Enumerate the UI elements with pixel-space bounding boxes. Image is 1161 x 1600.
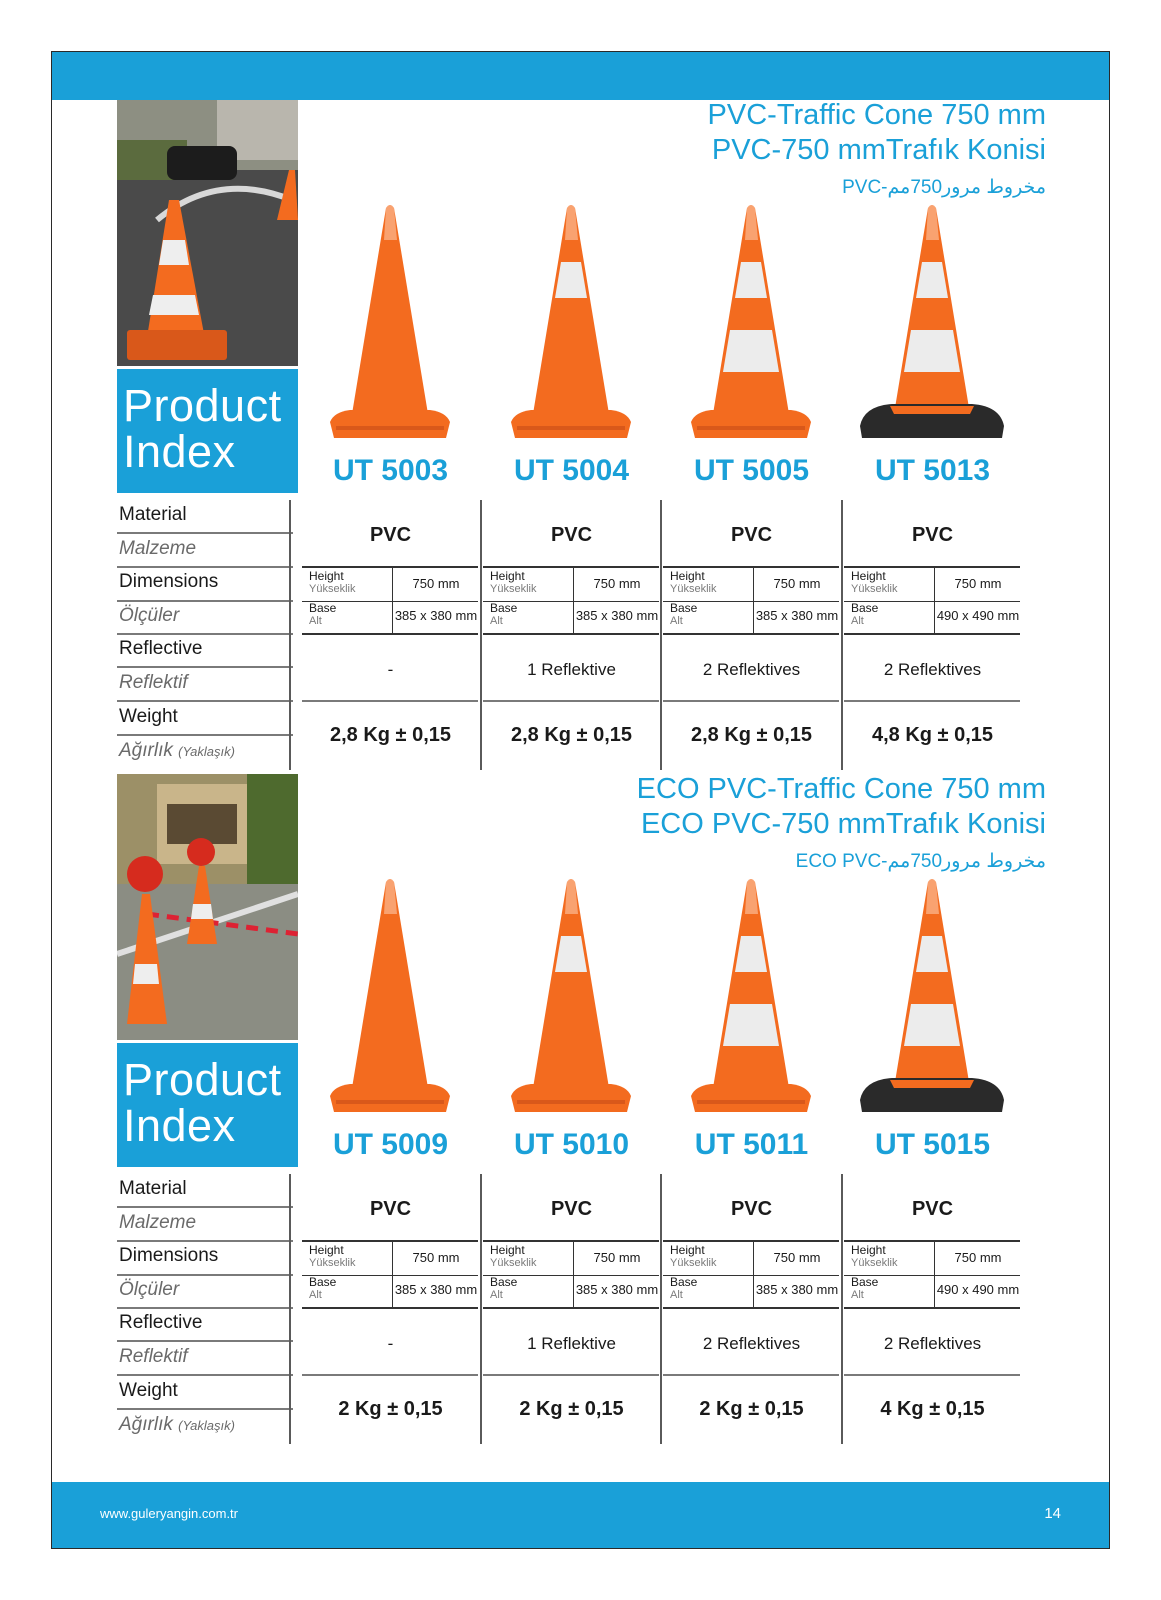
base-row (483, 600, 659, 635)
reflective-stripe (904, 330, 960, 372)
height-row (844, 566, 1020, 602)
scene-photo (117, 774, 298, 1040)
product-code: UT 5011 (694, 1128, 809, 1161)
base-label-en: Base (309, 1275, 337, 1289)
footer-website[interactable]: www.guleryangin.com.tr (100, 1506, 238, 1521)
reflective-value: 2 Reflektives (883, 1334, 982, 1353)
title-turkish: PVC-750 mmTrafık Konisi (711, 134, 1046, 166)
base-label-tr: Alt (309, 615, 322, 627)
reflective-divider (302, 700, 478, 702)
height-value: 750 mm (573, 1242, 660, 1275)
footer-bar (52, 1482, 1109, 1548)
height-label-tr: Yükseklik (490, 583, 537, 595)
label-divider (117, 1307, 293, 1309)
cone-base (511, 410, 631, 438)
height-value: 750 mm (934, 1242, 1021, 1275)
height-label (490, 570, 536, 596)
traffic-cone-image (300, 200, 481, 450)
reflective-value: - (387, 1334, 394, 1353)
label-dimensions (119, 1245, 218, 1267)
height-value: 750 mm (392, 1242, 479, 1275)
base-label-en: Base (490, 601, 518, 615)
base-value: 490 x 490 mm (934, 1274, 1021, 1307)
height-label-tr: Yükseklik (309, 1257, 356, 1269)
base-value: 385 x 380 mm (573, 1274, 660, 1307)
product-index-line2: Index (123, 426, 236, 477)
label-dimensions-text: Dimensions (119, 571, 219, 592)
base-label (670, 602, 697, 628)
scene-photo (117, 100, 298, 366)
cone-base (511, 1084, 631, 1112)
label-weight-tr (119, 740, 235, 762)
label-dimensions-tr-text: Ölçüler (119, 605, 180, 626)
height-label-en: Height (851, 1243, 886, 1257)
reflective-stripe (723, 1004, 779, 1046)
traffic-cone-image (481, 874, 662, 1124)
page-number: 14 (1044, 1505, 1061, 1522)
height-label-en: Height (851, 569, 886, 583)
label-reflective-tr (119, 1346, 188, 1368)
height-label (490, 1244, 536, 1270)
label-material-text: Material (119, 1178, 187, 1199)
reflective-divider (663, 1374, 839, 1376)
dimensions-table (844, 566, 1020, 634)
material-value: PVC (730, 1198, 773, 1220)
dimensions-table (302, 566, 478, 634)
product-code: UT 5013 (874, 454, 991, 487)
height-label-en: Height (670, 1243, 705, 1257)
base-label-tr: Alt (851, 1289, 864, 1301)
base-label (851, 1276, 878, 1302)
product-index-box (117, 1043, 298, 1167)
label-dimensions-tr (119, 1279, 179, 1301)
reflective-value: 2 Reflektives (883, 660, 982, 679)
base-row (483, 1274, 659, 1309)
dimensions-table (302, 1240, 478, 1308)
reflective-stripe (723, 330, 779, 372)
label-weight-tr (119, 1414, 235, 1436)
reflective-divider (483, 700, 659, 702)
height-label-en: Height (490, 569, 525, 583)
traffic-cone-image (842, 200, 1023, 450)
height-label-en: Height (309, 569, 344, 583)
height-value: 750 mm (753, 1242, 840, 1275)
label-divider (117, 532, 293, 534)
product-code: UT 5009 (332, 1128, 449, 1161)
weight-value: 2 Kg ± 0,15 (699, 1398, 804, 1420)
base-row (302, 600, 478, 635)
height-row (844, 1240, 1020, 1276)
label-dimensions (119, 571, 218, 593)
title-arabic: ECO PVC-مخروط مرور750مم (795, 851, 1046, 872)
height-row (483, 1240, 659, 1276)
label-divider (117, 1408, 293, 1410)
height-label-en: Height (309, 1243, 344, 1257)
reflective-stripe (904, 1004, 960, 1046)
product-code: UT 5015 (874, 1128, 991, 1161)
label-dimensions-tr (119, 605, 179, 627)
traffic-cone-image (842, 874, 1023, 1124)
height-label-tr: Yükseklik (490, 1257, 537, 1269)
height-label-tr: Yükseklik (851, 1257, 898, 1269)
weight-value: 2,8 Kg ± 0,15 (510, 724, 633, 746)
title-english: PVC-Traffic Cone 750 mm (707, 99, 1046, 131)
title-turkish: ECO PVC-750 mmTrafık Konisi (640, 808, 1046, 840)
title-arabic: PVC-مخروط مرور750مم (842, 177, 1046, 198)
label-weight-note: (Yaklaşık) (178, 1418, 235, 1433)
dimensions-table (663, 1240, 839, 1308)
base-label (851, 602, 878, 628)
reflective-value: 1 Reflektive (527, 1334, 616, 1353)
height-label (851, 1244, 897, 1270)
height-label (851, 570, 897, 596)
material-value: PVC (730, 524, 773, 546)
base-label-tr: Alt (851, 615, 864, 627)
height-label (309, 1244, 355, 1270)
base-value: 385 x 380 mm (753, 600, 840, 633)
label-reflective (119, 1312, 202, 1334)
traffic-cone-image (481, 200, 662, 450)
label-reflective-text: Reflective (119, 638, 203, 659)
label-divider (117, 1374, 293, 1376)
weight-value: 2,8 Kg ± 0,15 (329, 724, 452, 746)
material-value: PVC (911, 524, 954, 546)
label-reflective-tr-text: Reflektif (119, 672, 188, 693)
label-divider (117, 1240, 293, 1242)
reflective-divider (844, 1374, 1020, 1376)
base-label-tr: Alt (670, 1289, 683, 1301)
section-titles (708, 98, 1046, 204)
traffic-cone-image (300, 874, 481, 1124)
height-label-en: Height (490, 1243, 525, 1257)
cone-base (330, 1084, 450, 1112)
height-label (670, 1244, 716, 1270)
cone-base (691, 1084, 811, 1112)
product-index-line2: Index (123, 1100, 236, 1151)
base-label (309, 1276, 336, 1302)
label-weight-tr-text: Ağırlık (119, 1414, 173, 1435)
label-divider (117, 1274, 293, 1276)
title-english: ECO PVC-Traffic Cone 750 mm (636, 773, 1046, 805)
label-dimensions-text: Dimensions (119, 1245, 219, 1266)
traffic-cone-image (661, 874, 842, 1124)
label-material (119, 1178, 187, 1200)
base-label-en: Base (851, 601, 879, 615)
base-label (670, 1276, 697, 1302)
base-value: 385 x 380 mm (392, 1274, 479, 1307)
height-row (483, 566, 659, 602)
base-label-en: Base (670, 1275, 698, 1289)
product-code: UT 5010 (513, 1128, 630, 1161)
dimensions-table (844, 1240, 1020, 1308)
base-row (844, 1274, 1020, 1309)
label-material-tr (119, 1212, 196, 1234)
base-label-tr: Alt (490, 1289, 503, 1301)
material-value: PVC (369, 524, 412, 546)
height-value: 750 mm (753, 568, 840, 601)
base-label (309, 602, 336, 628)
product-code: UT 5003 (332, 454, 449, 487)
cone-base (691, 410, 811, 438)
label-material-tr-text: Malzeme (119, 1212, 197, 1233)
weight-value: 2 Kg ± 0,15 (519, 1398, 624, 1420)
base-label-tr: Alt (670, 615, 683, 627)
label-weight-note: (Yaklaşık) (178, 744, 235, 759)
dimensions-table (483, 566, 659, 634)
traffic-cone-image (661, 200, 842, 450)
height-label-tr: Yükseklik (670, 1257, 717, 1269)
material-value: PVC (911, 1198, 954, 1220)
label-divider (117, 666, 293, 668)
label-material-tr (119, 538, 196, 560)
label-material-tr-text: Malzeme (119, 538, 197, 559)
height-value: 750 mm (392, 568, 479, 601)
label-weight-text: Weight (119, 706, 178, 727)
height-label-tr: Yükseklik (670, 583, 717, 595)
base-row (663, 1274, 839, 1309)
product-index-line1: Product (123, 380, 282, 431)
dimensions-table (483, 1240, 659, 1308)
height-row (302, 1240, 478, 1276)
label-column-border (289, 500, 291, 770)
weight-value: 4 Kg ± 0,15 (880, 1398, 985, 1420)
base-label-tr: Alt (490, 615, 503, 627)
height-value: 750 mm (573, 568, 660, 601)
label-divider (117, 734, 293, 736)
label-material (119, 504, 187, 526)
base-row (302, 1274, 478, 1309)
cone-base (330, 410, 450, 438)
base-label (490, 1276, 517, 1302)
dimensions-table (663, 566, 839, 634)
label-divider (117, 566, 293, 568)
label-reflective-tr (119, 672, 188, 694)
catalog-page (51, 51, 1110, 1549)
product-index-box (117, 369, 298, 493)
reflective-divider (844, 700, 1020, 702)
base-value: 385 x 380 mm (573, 600, 660, 633)
base-label-en: Base (309, 601, 337, 615)
height-label-en: Height (670, 569, 705, 583)
product-code: UT 5004 (513, 454, 630, 487)
label-weight-tr-text: Ağırlık (119, 740, 173, 761)
material-value: PVC (369, 1198, 412, 1220)
label-reflective-tr-text: Reflektif (119, 1346, 188, 1367)
reflective-value: 2 Reflektives (702, 660, 801, 679)
base-label-en: Base (851, 1275, 879, 1289)
label-reflective-text: Reflective (119, 1312, 203, 1333)
label-divider (117, 600, 293, 602)
reflective-value: - (387, 660, 394, 679)
height-row (663, 566, 839, 602)
section-titles (637, 772, 1046, 878)
height-row (663, 1240, 839, 1276)
label-column-border (289, 1174, 291, 1444)
base-label-tr: Alt (309, 1289, 322, 1301)
base-value: 385 x 380 mm (392, 600, 479, 633)
label-dimensions-tr-text: Ölçüler (119, 1279, 180, 1300)
reflective-value: 1 Reflektive (527, 660, 616, 679)
base-row (844, 600, 1020, 635)
material-value: PVC (550, 524, 593, 546)
reflective-divider (302, 1374, 478, 1376)
label-reflective (119, 638, 202, 660)
label-divider (117, 633, 293, 635)
height-label-tr: Yükseklik (851, 583, 898, 595)
top-bar (52, 52, 1109, 100)
label-divider (117, 1340, 293, 1342)
label-divider (117, 700, 293, 702)
height-label (670, 570, 716, 596)
reflective-divider (663, 700, 839, 702)
base-label-en: Base (490, 1275, 518, 1289)
label-material-text: Material (119, 504, 187, 525)
weight-value: 2 Kg ± 0,15 (338, 1398, 443, 1420)
height-label (309, 570, 355, 596)
base-value: 490 x 490 mm (934, 600, 1021, 633)
label-divider (117, 1206, 293, 1208)
height-row (302, 566, 478, 602)
label-weight-text: Weight (119, 1380, 178, 1401)
label-weight (119, 706, 178, 728)
weight-value: 4,8 Kg ± 0,15 (871, 724, 994, 746)
height-value: 750 mm (934, 568, 1021, 601)
height-label-tr: Yükseklik (309, 583, 356, 595)
label-weight (119, 1380, 178, 1402)
product-index-line1: Product (123, 1054, 282, 1105)
base-row (663, 600, 839, 635)
weight-value: 2,8 Kg ± 0,15 (690, 724, 813, 746)
reflective-divider (483, 1374, 659, 1376)
base-label (490, 602, 517, 628)
product-code: UT 5005 (693, 454, 810, 487)
base-label-en: Base (670, 601, 698, 615)
reflective-value: 2 Reflektives (702, 1334, 801, 1353)
material-value: PVC (550, 1198, 593, 1220)
base-value: 385 x 380 mm (753, 1274, 840, 1307)
